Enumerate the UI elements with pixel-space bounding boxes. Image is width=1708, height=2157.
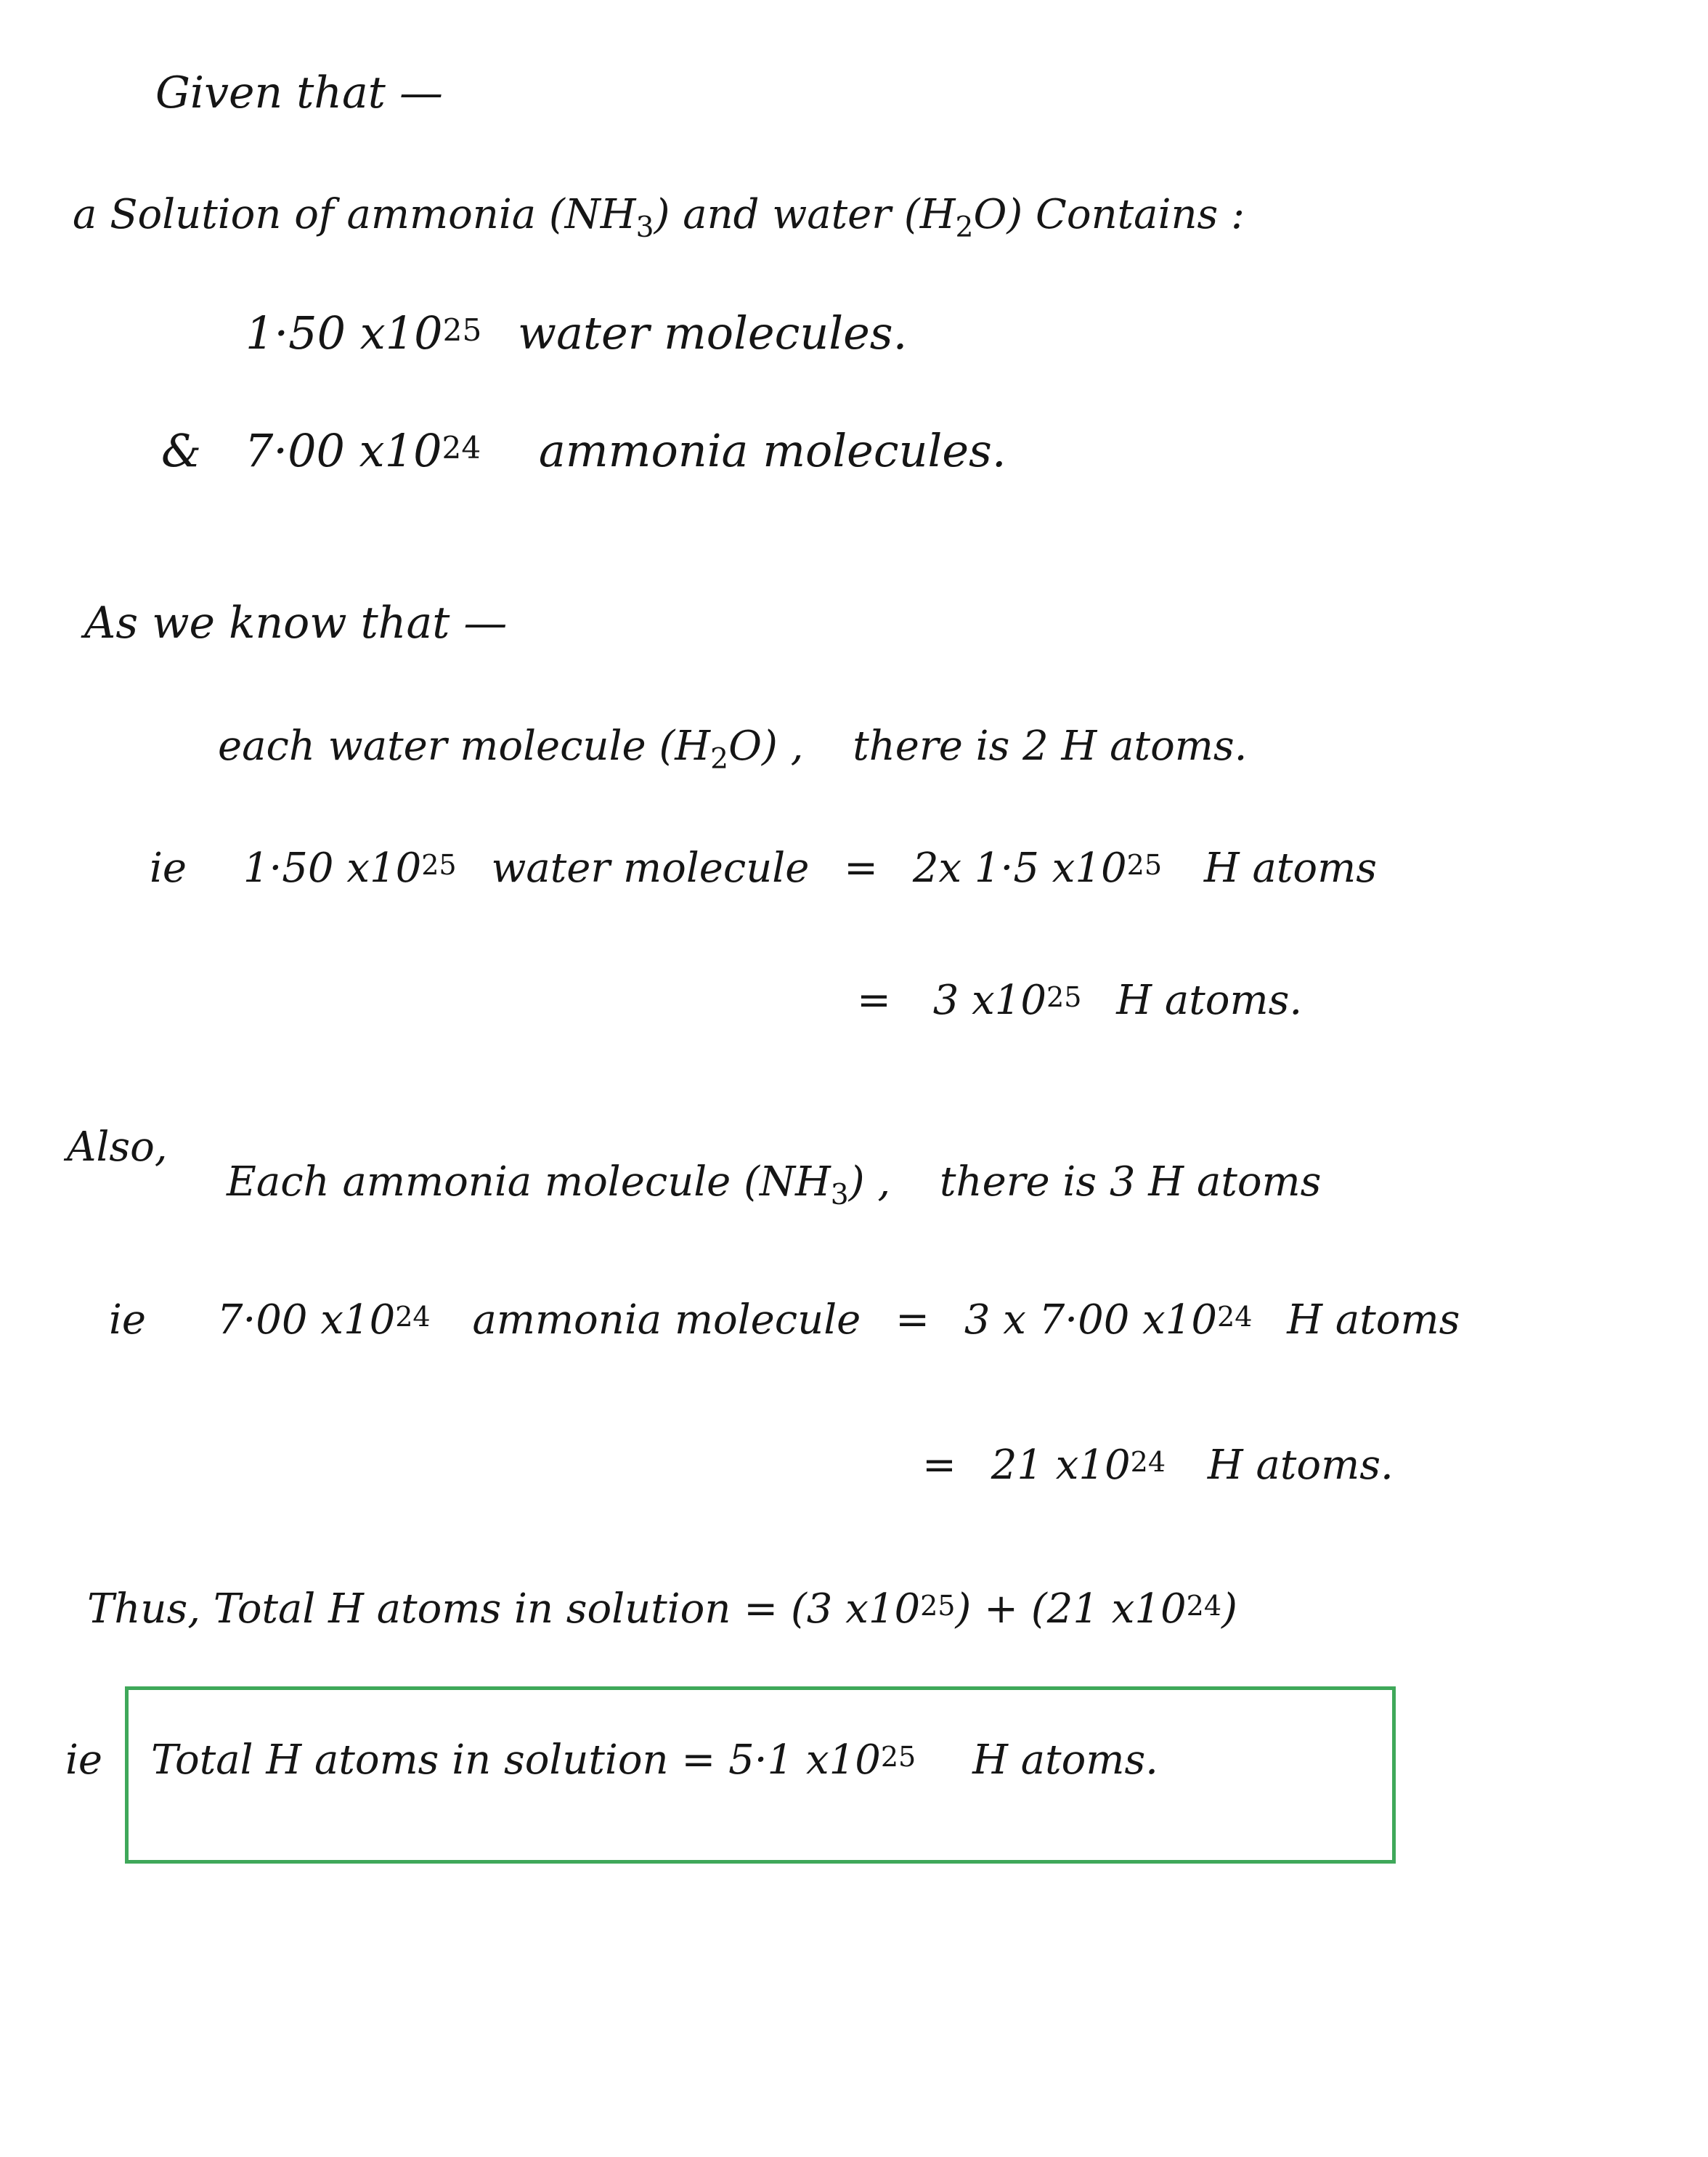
ammonia-fact-line — [227, 1158, 1322, 1212]
water-count: 1·50 x10 — [245, 306, 443, 360]
ammonia-calc-rhs-label: H atoms — [1287, 1296, 1460, 1344]
water-calc-lhs-label: water molecule — [491, 845, 810, 892]
total-mid: ) + (21 x10 — [955, 1585, 1187, 1633]
water-fact-subscript: 2 — [710, 743, 729, 776]
ammonia-fact-tail: there is 3 H atoms — [940, 1158, 1322, 1206]
answer-text: Total H atoms in solution = 5·1 x10 — [151, 1736, 881, 1784]
ammonia-count-exponent: 24 — [442, 430, 481, 466]
water-fact-end: O) , — [728, 723, 804, 770]
answer-unit: H atoms. — [972, 1736, 1158, 1784]
water-molecules-line — [245, 306, 908, 360]
total-text: Thus, Total H atoms in solution = (3 x10 — [87, 1585, 921, 1633]
ammonia-result-equals: = — [922, 1442, 956, 1489]
water-calc-rhs-label: H atoms — [1203, 845, 1377, 892]
ammonia-calc-lhs: 7·00 x10 — [216, 1296, 396, 1344]
water-result-line — [857, 977, 1303, 1024]
ammonia-count-label: ammonia molecules. — [538, 424, 1006, 477]
water-result-value: 3 x10 — [932, 977, 1047, 1024]
ammonia-fact-subscript: 3 — [830, 1179, 849, 1212]
ammonia-calc-rhs-exponent: 24 — [1216, 1301, 1253, 1333]
answer-ie: ie — [65, 1736, 103, 1784]
h2o-subscript: 2 — [955, 211, 974, 245]
statement-mid: ) and water (H — [654, 191, 956, 238]
water-calc-lhs: 1·50 x10 — [243, 845, 422, 892]
answer-exponent: 25 — [880, 1741, 916, 1774]
ammonia-result-line — [922, 1442, 1394, 1489]
water-calc-lhs-exponent: 25 — [421, 849, 457, 882]
statement-lead: a Solution of ammonia (NH — [73, 191, 636, 238]
ammonia-count: 7·00 x10 — [244, 424, 442, 477]
water-result-exponent: 25 — [1046, 981, 1082, 1014]
water-count-label: water molecules. — [518, 306, 908, 360]
and-symbol: & — [161, 424, 202, 477]
ammonia-calc-rhs: 3 x 7·00 x10 — [964, 1296, 1217, 1344]
water-calc-rhs-exponent: 25 — [1126, 849, 1163, 882]
total-exponent-1: 25 — [920, 1590, 956, 1622]
answer-line — [151, 1736, 1158, 1784]
ammonia-molecules-line — [161, 424, 1006, 477]
ammonia-calc-lhs-label: ammonia molecule — [472, 1296, 861, 1344]
water-result-equals: = — [857, 977, 891, 1024]
ammonia-calc-lhs-exponent: 24 — [395, 1301, 431, 1333]
total-line — [87, 1585, 1237, 1633]
given-heading: Given that — — [155, 68, 443, 118]
ammonia-fact-lead: Each ammonia molecule (NH — [227, 1158, 831, 1206]
water-fact-lead: each water molecule (H — [218, 723, 711, 770]
ammonia-fact-end: ) , — [848, 1158, 891, 1206]
water-calc-equals: = — [844, 845, 879, 892]
total-exponent-2: 24 — [1186, 1590, 1222, 1622]
water-fact-tail: there is 2 H atoms. — [853, 723, 1248, 770]
ammonia-calc-ie: ie — [109, 1296, 147, 1344]
statement-end: O) Contains : — [973, 191, 1245, 238]
ammonia-calc-equals: = — [895, 1296, 930, 1344]
know-heading: As we know that — — [84, 598, 508, 649]
also-label: Also, — [67, 1124, 168, 1171]
water-fact-line — [218, 723, 1248, 776]
ammonia-calc-line — [109, 1296, 1460, 1344]
given-statement — [73, 191, 1245, 245]
ammonia-result-label: H atoms. — [1207, 1442, 1394, 1489]
water-calc-ie: ie — [150, 845, 187, 892]
total-end: ) — [1221, 1585, 1237, 1633]
ammonia-result-exponent: 24 — [1130, 1446, 1166, 1479]
water-calc-rhs: 2x 1·5 x10 — [912, 845, 1127, 892]
ammonia-result-value: 21 x10 — [991, 1442, 1131, 1489]
water-count-exponent: 25 — [442, 312, 482, 349]
water-result-label: H atoms. — [1116, 977, 1303, 1024]
nh3-subscript: 3 — [635, 211, 654, 245]
water-calc-line — [150, 845, 1377, 892]
